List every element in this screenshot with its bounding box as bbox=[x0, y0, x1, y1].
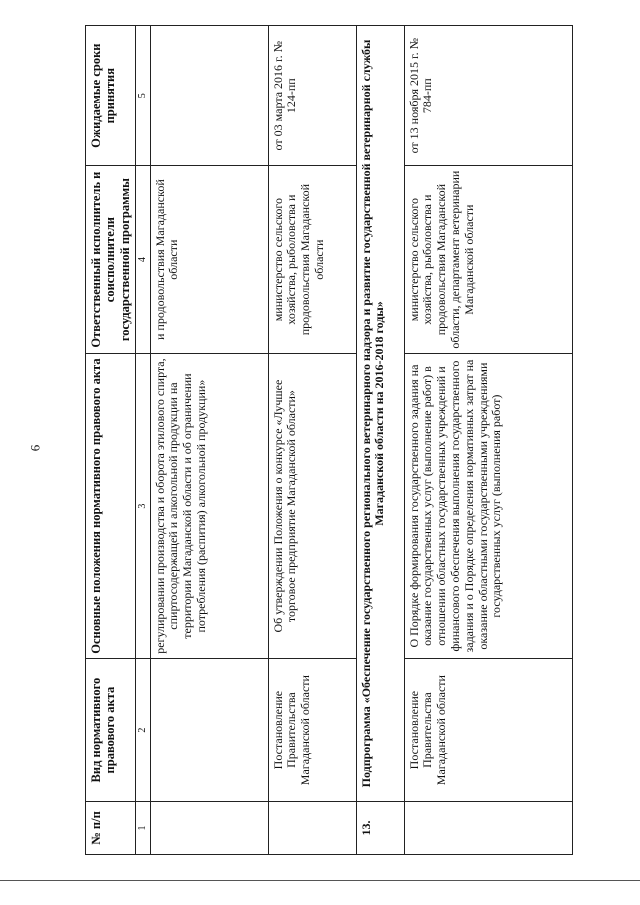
table-row bbox=[404, 26, 572, 855]
act-provisions: Об утверждении Положения о конкурсе «Лучшее торговое предприятие Магаданской области» bbox=[268, 353, 356, 658]
table-container bbox=[85, 25, 640, 845]
subprogram-row bbox=[356, 26, 404, 855]
header-row bbox=[86, 26, 136, 855]
subprogram-title: Подпрограмма «Обеспечение государственного регионального ветеринарного надзора и развитие государственной ветеринарной службы Магаданской области на 2016-2018 годы» bbox=[356, 26, 404, 802]
page-number: 6 bbox=[27, 444, 43, 452]
row-number bbox=[150, 801, 268, 854]
subprogram-number: 13. bbox=[356, 801, 404, 854]
act-type: Постановление Правительства Магаданской области bbox=[404, 659, 572, 802]
col-number: 5 bbox=[136, 26, 151, 166]
adoption-date: от 03 марта 2016 г. № 124-пп bbox=[268, 26, 356, 166]
column-number-row bbox=[136, 26, 151, 855]
responsible-executor: и продовольствия Магаданской области bbox=[150, 166, 268, 353]
act-type: Постановление Правительства Магаданской области bbox=[268, 659, 356, 802]
adoption-date bbox=[150, 26, 268, 166]
row-number bbox=[404, 801, 572, 854]
col-number: 2 bbox=[136, 659, 151, 802]
responsible-executor: министерство сельского хозяйства, рыболовства и продовольствия Магаданской области, департамент ветеринарии Магаданской области bbox=[404, 166, 572, 353]
col-header-dates: Ожидаемые сроки принятия bbox=[86, 26, 136, 166]
col-header-act-type: Вид нормативного правового акта bbox=[86, 659, 136, 802]
act-provisions: регулировании производства и оборота этилового спирта, спиртосодержащей и алкогольной продукции на территории Магаданской области и об ограничении потребления (распития) алкогольной продукции» bbox=[150, 353, 268, 658]
row-number bbox=[268, 801, 356, 854]
table-row bbox=[150, 26, 268, 855]
col-number: 3 bbox=[136, 353, 151, 658]
table-row bbox=[268, 26, 356, 855]
bottom-rule bbox=[0, 880, 640, 881]
col-header-number: № п/п bbox=[86, 801, 136, 854]
legal-acts-table bbox=[85, 25, 573, 855]
col-number: 1 bbox=[136, 801, 151, 854]
col-header-responsible: Ответственный исполнитель и соисполнители государственной программы bbox=[86, 166, 136, 353]
col-number: 4 bbox=[136, 166, 151, 353]
adoption-date: от 13 ноября 2015 г. № 784-пп bbox=[404, 26, 572, 166]
responsible-executor: министерство сельского хозяйства, рыболовства и продовольствия Магаданской области bbox=[268, 166, 356, 353]
act-provisions: О Порядке формирования государственного задания на оказание государственных услуг (выполнение работ) в отношении областных государственных учреждений и финансового обеспечения выполнения государственного задания и о Порядке определения нормативных затрат на оказание областными государственными учреждениями государственных услуг (выполнения работ) bbox=[404, 353, 572, 658]
col-header-provisions: Основные положения нормативного правового акта bbox=[86, 353, 136, 658]
act-type bbox=[150, 659, 268, 802]
